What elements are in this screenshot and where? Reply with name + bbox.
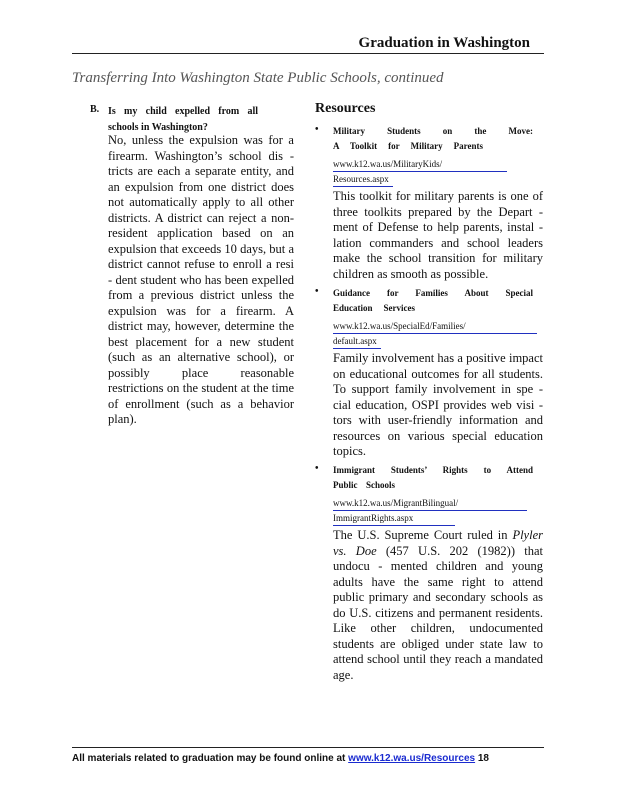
resource-title bbox=[333, 124, 533, 154]
question-label: B. bbox=[90, 104, 100, 115]
page-header-title: Graduation in Washington bbox=[358, 35, 530, 51]
header-rule bbox=[72, 53, 544, 54]
resources-heading: Resources bbox=[315, 101, 376, 116]
resource-link[interactable]: www.k12.wa.us/SpecialEd/Families/ default.aspx bbox=[333, 319, 537, 349]
resource-title-line-2: Education Services bbox=[333, 303, 415, 313]
resource-description bbox=[333, 528, 543, 683]
footer bbox=[72, 753, 489, 764]
resource-title-line-1: Guidance for Families About Special bbox=[333, 288, 533, 298]
page-number: 18 bbox=[477, 753, 489, 764]
bullet-icon: • bbox=[315, 286, 319, 297]
resource-title-line-1: Immigrant Students’ Rights to Attend bbox=[333, 465, 533, 475]
resource-title-line-1: Military Students on the Move: bbox=[333, 126, 533, 136]
resource-title bbox=[333, 463, 533, 493]
resource-title-line-2: Public Schools bbox=[333, 480, 395, 490]
resource-title bbox=[333, 286, 533, 316]
bullet-icon: • bbox=[315, 124, 319, 135]
question-line-1: Is my child expelled from all bbox=[108, 106, 258, 117]
case-name: Plyler vs. Doe bbox=[333, 528, 543, 558]
question-answer: No, unless the expulsion was for a firearm. Washington’s school dis - tricts are each a separate entity, and an expulsion from one district does not automatically apply to all other districts. A district can reject a non-resident application based on an expulsion that exceeds 10 days, but a district cannot refuse to enroll a resi - dent student who has been expelled from a previous district unless the expulsion was for a firearm. A district may, however, determine the best placement for a new student (such as an alternative school), or possibly place reasonable restrictions on the student at the time of enrollment (such as a behavior plan). bbox=[108, 133, 294, 426]
resource-title-line-2: A Toolkit for Military Parents bbox=[333, 141, 483, 151]
footer-text: All materials related to graduation may be found online at bbox=[72, 753, 346, 764]
resource-description: This toolkit for military parents is one of three toolkits prepared by the Depart - ment of Defense to help parents, instal - lation commanders and school leaders make the school transition for military children as smooth as possible. bbox=[333, 189, 543, 281]
question-line-2: schools in Washington? bbox=[108, 122, 208, 133]
bullet-icon: • bbox=[315, 463, 319, 474]
description-part-1: The U.S. Supreme Court ruled in bbox=[333, 528, 513, 542]
resource-link[interactable]: www.k12.wa.us/MilitaryKids/ Resources.aspx bbox=[333, 157, 507, 187]
section-title: Transferring Into Washington State Public Schools, continued bbox=[72, 70, 444, 86]
footer-link[interactable]: www.k12.wa.us/Resources bbox=[348, 753, 476, 764]
description-part-2: (457 U.S. 202 (1982)) that undocu - mented children and young adults have the same right to attend public primary and secondary schools as do U.S. citizens and permanent residents. Like other children, undocumented students are obliged under state law to attend school until they reach a mandated age. bbox=[333, 543, 543, 682]
question-text bbox=[108, 104, 258, 136]
resource-description: Family involvement has a positive impact on educational outcomes for all students. To support family involvement in spe - cial education, OSPI provides web visi - tors with user-friendly information and resources on various special education topics. bbox=[333, 351, 543, 458]
footer-rule bbox=[72, 747, 544, 748]
resource-link[interactable]: www.k12.wa.us/MigrantBilingual/ ImmigrantRights.aspx bbox=[333, 496, 527, 526]
